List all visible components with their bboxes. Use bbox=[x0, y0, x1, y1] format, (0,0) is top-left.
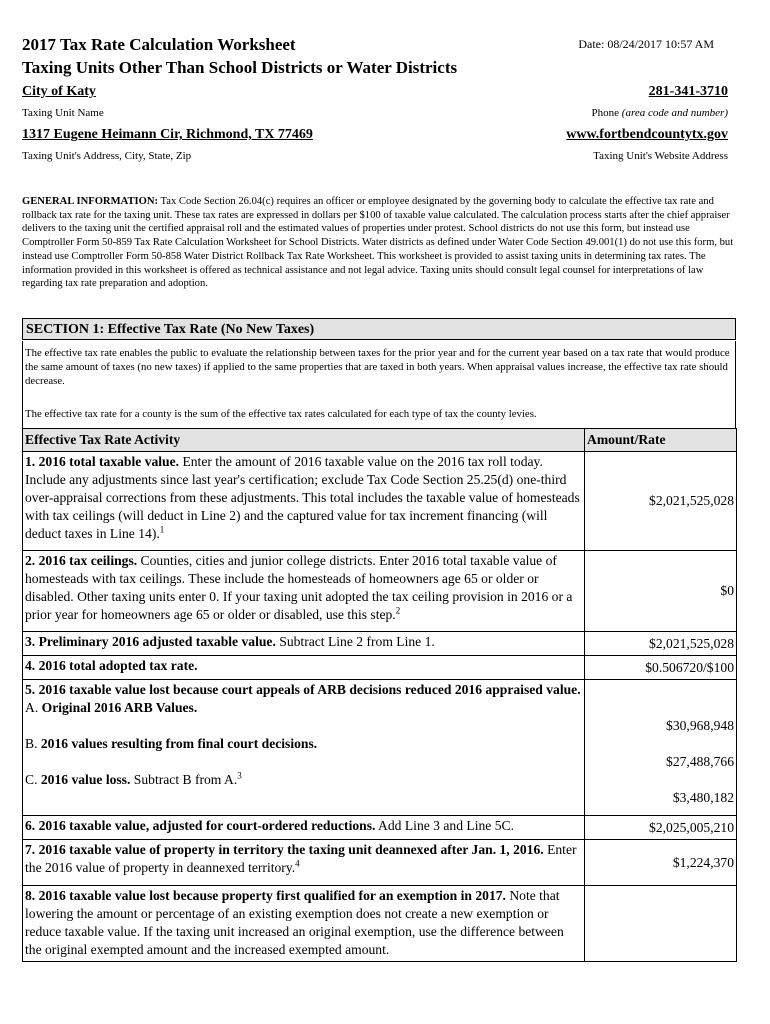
effective-tax-rate-table bbox=[22, 428, 737, 962]
line-description: 5. 2016 taxable value lost because court appeals of ARB decisions reduced 2016 appraised value. A. Original 2016 ARB Values. B. 2016 values resulting from final court decisions. C. 2016 value loss. Subtract B from A.$^3$ bbox=[23, 680, 585, 816]
line-amount bbox=[585, 886, 737, 962]
taxing-unit-website[interactable]: www.fortbendcountytx.gov bbox=[566, 127, 728, 142]
form-title: 2017 Tax Rate Calculation Worksheet bbox=[22, 35, 296, 54]
line-amount: $0.506720/$100 bbox=[585, 656, 737, 680]
table-row bbox=[23, 886, 737, 962]
general-information-label: GENERAL INFORMATION: bbox=[22, 196, 159, 207]
general-information: GENERAL INFORMATION: Tax Code Section 26.04(c) requires an officer or employee designated by the governing body to calculate the effective tax rate and rollback tax rate for the taxing unit. These tax rates are expressed in dollars per $100 of taxable value calculated. The calculation process starts after the chief appraiser delivers to the taxing unit the certified appraisal roll and the estimated values of properties under protest. School districts do not use this form, but instead use Comptroller Form 50-859 Tax Rate Calculation Worksheet for School Districts. Water districts as defined under Water Code Section 49.001(1) do not use this form, but instead use Comptroller Form 50-858 Water District Rollback Tax Rate Worksheet. This worksheet is provided to assist taxing units in determining tax rates. The information provided in this worksheet is offered as technical assistance and not legal advice. Taxing units should consult legal counsel for interpretations of law regarding tax rate preparation and adoption. bbox=[22, 196, 734, 290]
line-5a-amount: $30,968,948 bbox=[666, 718, 734, 733]
table-row bbox=[23, 551, 737, 632]
line-amount: $2,025,005,210 bbox=[585, 816, 737, 840]
table-row bbox=[23, 680, 737, 816]
taxing-unit-address-label: Taxing Unit's Address, City, State, Zip bbox=[22, 150, 192, 162]
line-amount: $2,021,525,028 bbox=[585, 452, 737, 551]
line-amount: $1,224,370 bbox=[585, 840, 737, 886]
table-row bbox=[23, 632, 737, 656]
line-description: 3. Preliminary 2016 adjusted taxable value. Subtract Line 2 from Line 1. bbox=[23, 632, 585, 656]
line-description: 1. 2016 total taxable value. Enter the amount of 2016 taxable value on the 2016 tax roll today. Include any adjustments since last year's certification; exclude Tax Code Section 25.25(d) one-third over-appraisal corrections from these adjustments. This total includes the taxable value of homesteads with tax ceilings (will deduct in Line 2) and the captured value for tax increment financing (will deduct taxes in Line 14).$^1$ bbox=[23, 452, 585, 551]
taxing-unit-name-label: Taxing Unit Name bbox=[22, 107, 104, 119]
line-description: 7. 2016 taxable value of property in territory the taxing unit deannexed after Jan. 1, 2016. Enter the 2016 value of property in deannexed territory.$^4$ bbox=[23, 840, 585, 886]
line-description: 8. 2016 taxable value lost because property first qualified for an exemption in 2017. Note that lowering the amount or percentage of an existing exemption does not create a new exemption or reduce taxable value. If the taxing unit increased an original exemption, use the difference between the original exempted amount and the increased exempted amount. bbox=[23, 886, 585, 962]
line-amount: $0 bbox=[585, 551, 737, 632]
taxing-unit-address: 1317 Eugene Heimann Cir, Richmond, TX 77469 bbox=[22, 127, 313, 142]
line-5b-amount: $27,488,766 bbox=[666, 754, 734, 769]
column-header-amount: Amount/Rate bbox=[585, 429, 737, 452]
taxing-unit-website-label: Taxing Unit's Website Address bbox=[593, 150, 728, 162]
table-row bbox=[23, 656, 737, 680]
section-1-intro-paragraph: The effective tax rate enables the public to evaluate the relationship between taxes for the prior year and for the current year based on a tax rate that would produce the same amount of taxes (no new taxes) if applied to the same properties that are taxed in both years. When appraisal values increase, the effective tax rate should decrease. bbox=[25, 347, 730, 387]
line-description: 2. 2016 tax ceilings. Counties, cities and junior college districts. Enter 2016 total taxable value of homesteads with tax ceilings. These include the homesteads of homeowners age 65 or older or disabled. Other taxing units enter 0. If your taxing unit adopted the tax ceiling provision in 2016 or a prior year for homeowners age 65 or older or disabled, use this step.$^2$ bbox=[23, 551, 585, 632]
section-1-county-note: The effective tax rate for a county is the sum of the effective tax rates calculated for each type of tax the county levies. bbox=[25, 408, 537, 420]
table-row bbox=[23, 816, 737, 840]
form-date: Date: 08/24/2017 10:57 AM bbox=[578, 37, 714, 51]
taxing-unit-phone-label: Phone (area code and number) bbox=[591, 107, 728, 119]
line-amount: $2,021,525,028 bbox=[585, 632, 737, 656]
line-5b: B. 2016 values resulting from final court decisions. bbox=[25, 736, 318, 751]
line-5-amounts bbox=[585, 680, 737, 816]
section-1-heading: SECTION 1: Effective Tax Rate (No New Taxes) bbox=[22, 318, 736, 340]
line-5c-amount: $3,480,182 bbox=[672, 790, 734, 805]
taxing-unit-name: City of Katy bbox=[22, 84, 96, 99]
line-description: 4. 2016 total adopted tax rate. bbox=[23, 656, 585, 680]
line-description: 6. 2016 taxable value, adjusted for court-ordered reductions. Add Line 3 and Line 5C. bbox=[23, 816, 585, 840]
taxing-unit-phone: 281-341-3710 bbox=[648, 84, 728, 99]
column-header-activity: Effective Tax Rate Activity bbox=[23, 429, 585, 452]
table-row bbox=[23, 840, 737, 886]
line-5a: A. Original 2016 ARB Values. bbox=[25, 700, 198, 715]
form-subtitle: Taxing Units Other Than School Districts or Water Districts bbox=[22, 58, 458, 77]
table-header-row bbox=[23, 429, 737, 452]
table-row bbox=[23, 452, 737, 551]
line-5c: C. 2016 value loss. Subtract B from A.$^3$ bbox=[25, 770, 242, 787]
